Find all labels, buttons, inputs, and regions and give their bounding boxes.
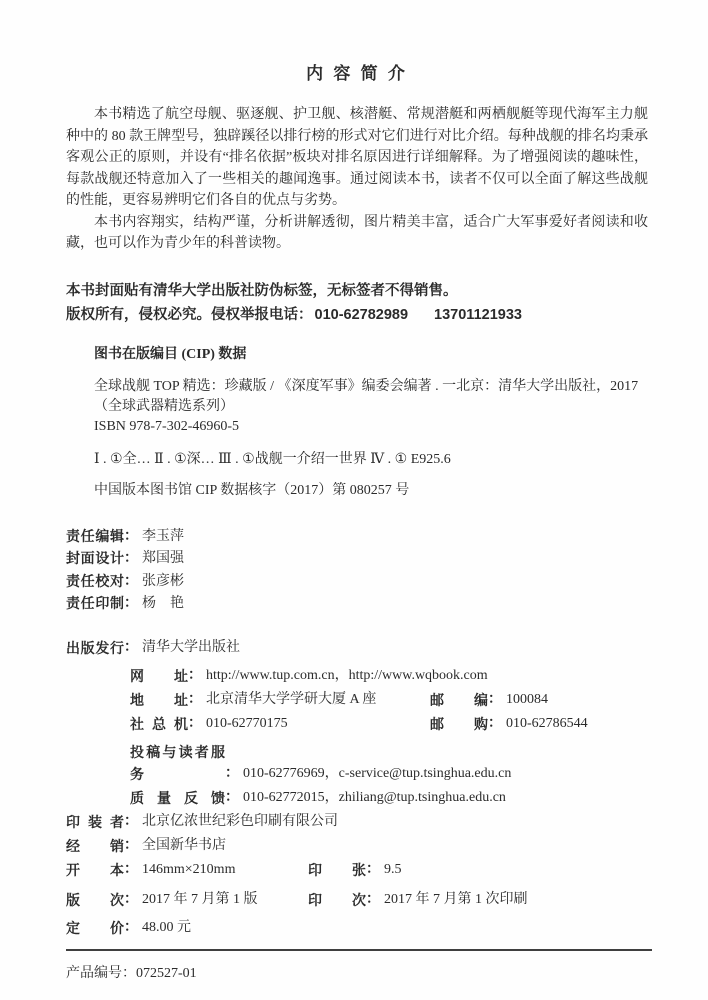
pub-value: 146mm×210mm bbox=[142, 861, 236, 877]
staff-section bbox=[66, 525, 648, 615]
pub-label: 出版发行 bbox=[66, 639, 124, 656]
product-code-row bbox=[66, 963, 648, 984]
cip-registration-line: 中国版本图书馆 CIP 数据核字（2017）第 080257 号 bbox=[94, 482, 410, 498]
colon: ： bbox=[124, 811, 138, 828]
staff-label: 责任编辑 bbox=[66, 527, 124, 544]
pub-value: 9.5 bbox=[384, 861, 402, 877]
colon: ： bbox=[124, 526, 138, 543]
pub-row-impression bbox=[308, 887, 528, 911]
product-code-label: 产品编号 bbox=[66, 965, 122, 981]
report-phone-1: 010-62782989 bbox=[314, 306, 409, 323]
cip-entry-line: 全球战舰 TOP 精选：珍藏版 / 《深度军事》编委会编著 . 一北京：清华大学出版社，2017 bbox=[94, 378, 639, 394]
pub-value: 010-62772015，zhiliang@tup.tsinghua.edu.cn bbox=[243, 789, 506, 805]
notice-line-2 bbox=[66, 303, 648, 327]
staff-value: 杨 艳 bbox=[142, 596, 184, 611]
pub-value: 清华大学出版社 bbox=[142, 639, 240, 655]
cip-classification-line: Ⅰ . ①全… Ⅱ . ①深… Ⅲ . ①战舰一介绍一世界 Ⅳ . ① E925.6 bbox=[94, 451, 451, 467]
pub-value: 100084 bbox=[506, 691, 548, 707]
pub-row-address bbox=[66, 687, 648, 711]
pub-value: 北京清华大学学研大厦 A 座 bbox=[206, 691, 377, 707]
colon: ： bbox=[122, 965, 136, 981]
page-title: 内 容 简 介 bbox=[306, 64, 408, 83]
colon: ： bbox=[188, 689, 202, 706]
pub-value: 010-62770175 bbox=[206, 715, 288, 731]
pub-row-sheets bbox=[308, 857, 402, 881]
staff-label: 封面设计 bbox=[66, 550, 124, 566]
colon: ： bbox=[366, 859, 380, 876]
cip-series-line: （全球武器精选系列） bbox=[94, 398, 234, 414]
pub-label: 投稿与读者服务 bbox=[130, 743, 225, 782]
pub-row-website bbox=[66, 663, 648, 687]
anti-piracy-notice bbox=[66, 279, 648, 327]
pub-label: 定价 bbox=[66, 919, 124, 936]
pub-row-postcode bbox=[430, 687, 548, 711]
colon: ： bbox=[124, 859, 138, 876]
pub-label: 质量反馈 bbox=[130, 789, 225, 806]
staff-row-cover-design bbox=[66, 547, 648, 570]
colon: ： bbox=[124, 835, 138, 852]
pub-label: 网址 bbox=[130, 667, 188, 684]
colon: ： bbox=[225, 763, 239, 780]
pub-label: 印次 bbox=[308, 891, 366, 908]
pub-value: 010-62776969，c-service@tup.tsinghua.edu.cn bbox=[243, 765, 512, 781]
pub-row-price bbox=[66, 915, 648, 939]
colon: ： bbox=[124, 571, 138, 588]
pub-value: 全国新华书店 bbox=[142, 837, 226, 853]
colon: ： bbox=[225, 787, 239, 804]
divider-rule bbox=[66, 949, 652, 951]
colon: ： bbox=[124, 637, 138, 654]
pub-value: 48.00 元 bbox=[142, 919, 191, 935]
staff-row-print-supervisor bbox=[66, 592, 648, 615]
website-urls: http://www.tup.com.cn，http://www.wqbook.com bbox=[206, 667, 488, 683]
pub-label: 印张 bbox=[308, 861, 366, 878]
colon: ： bbox=[188, 665, 202, 682]
staff-label: 责任印制 bbox=[66, 595, 124, 611]
colon: ： bbox=[488, 713, 502, 730]
staff-value: 张彦彬 bbox=[142, 573, 184, 589]
staff-label: 责任校对 bbox=[66, 572, 124, 589]
colon: ： bbox=[488, 689, 502, 706]
pub-label: 开本 bbox=[66, 861, 124, 878]
report-phone-2: 13701121933 bbox=[434, 306, 522, 323]
publication-info-section bbox=[66, 635, 648, 939]
pub-label: 印装者 bbox=[66, 813, 124, 830]
colon: ： bbox=[124, 594, 138, 610]
pub-label: 版次 bbox=[66, 891, 124, 908]
pub-value: 2017 年 7 月第 1 次印刷 bbox=[384, 891, 528, 907]
pub-label: 地址 bbox=[130, 691, 188, 708]
staff-row-proofreader bbox=[66, 570, 648, 593]
pub-value: 北京亿浓世纪彩色印刷有限公司 bbox=[142, 813, 338, 829]
notice-line-2-text: 版权所有，侵权必究。侵权举报电话： bbox=[66, 306, 313, 323]
pub-value: 2017 年 7 月第 1 版 bbox=[142, 891, 258, 907]
pub-row-publisher bbox=[66, 635, 648, 659]
pub-label: 社总机 bbox=[130, 715, 188, 732]
staff-value: 郑国强 bbox=[142, 551, 184, 566]
pub-row-edition bbox=[66, 887, 648, 911]
intro-paragraph-1: 本书精选了航空母舰、驱逐舰、护卫舰、核潜艇、常规潜艇和两栖舰艇等现代海军主力舰种中的 80 款王牌型号，独辟蹊径以排行榜的形式对它们进行对比介绍。每种战舰的排名均秉承客观公正的原则，并设有“排名依据”板块对排名原因进行详细解释。为了增强阅读的趣味性，每款战舰还特意加入了一些相关的趣闻逸事。通过阅读本书，读者不仅可以全面了解这些战舰的性能，更容易辨明它们各自的优点与劣势。 bbox=[66, 107, 648, 208]
cip-heading: 图书在版编目 (CIP) 数据 bbox=[94, 346, 247, 362]
colon: ： bbox=[124, 917, 138, 934]
pub-row-format bbox=[66, 857, 648, 881]
staff-row-editor bbox=[66, 525, 648, 548]
notice-line-1: 本书封面贴有清华大学出版社防伪标签，无标签者不得销售。 bbox=[66, 282, 458, 299]
pub-row-mail-order bbox=[430, 711, 588, 735]
intro-paragraph-2: 本书内容翔实，结构严谨，分析讲解透彻，图片精美丰富，适合广大军事爱好者阅读和收藏，也可以作为青少年的科普读物。 bbox=[66, 214, 648, 251]
intro-section bbox=[66, 104, 648, 255]
isbn-line: ISBN 978-7-302-46960-5 bbox=[94, 418, 240, 434]
pub-row-quality-feedback bbox=[66, 785, 648, 809]
pub-row-switchboard bbox=[66, 711, 648, 735]
colon: ： bbox=[124, 889, 138, 906]
pub-label: 邮购 bbox=[430, 715, 488, 732]
product-code-value: 072527-01 bbox=[136, 965, 197, 981]
pub-row-reader-service bbox=[66, 741, 648, 785]
cip-section bbox=[66, 345, 648, 501]
colon: ： bbox=[366, 889, 380, 906]
colon: ： bbox=[124, 549, 138, 565]
pub-row-printer bbox=[66, 809, 648, 833]
pub-value: 010-62786544 bbox=[506, 715, 588, 731]
colon: ： bbox=[188, 713, 202, 730]
pub-label: 邮编 bbox=[430, 691, 488, 708]
pub-label: 经销 bbox=[66, 837, 124, 854]
pub-row-distributor bbox=[66, 833, 648, 857]
staff-value: 李玉萍 bbox=[142, 528, 184, 544]
